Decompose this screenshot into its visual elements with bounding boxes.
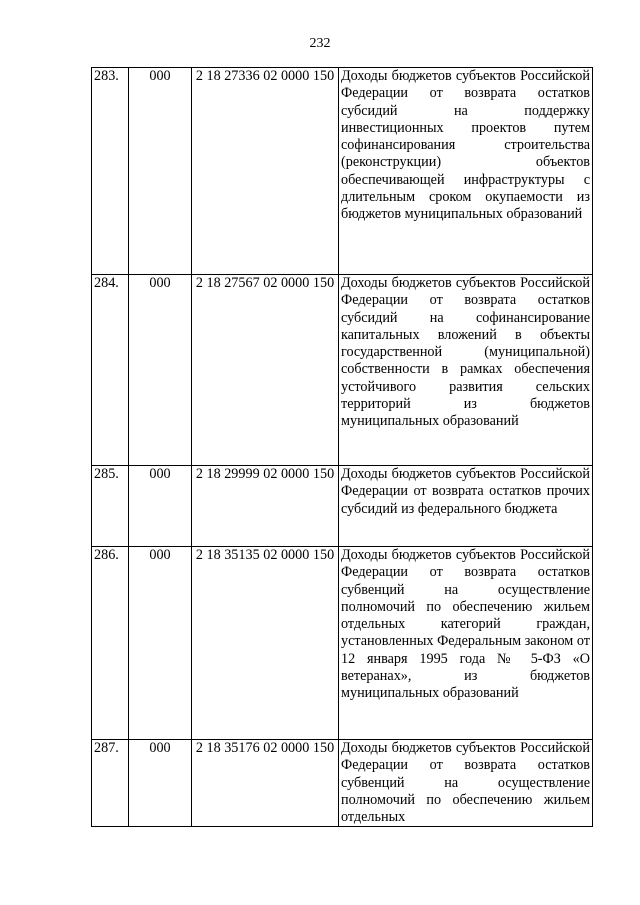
revenue-description: Доходы бюджетов субъектов Российской Федерации от возврата остатков субсидий на софинансирование капитальных вложений в объекты государственной (муниципальной) собственности в рамках обеспечения устойчивого развития сельских территорий из бюджетов муниципальных образований — [339, 275, 593, 466]
budget-classification-code: 2 18 29999 02 0000 150 — [192, 466, 339, 547]
table-row — [92, 740, 593, 827]
budget-classification-code: 2 18 27336 02 0000 150 — [192, 68, 339, 275]
admin-code: 000 — [129, 547, 192, 740]
budget-classification-code: 2 18 35135 02 0000 150 — [192, 547, 339, 740]
row-number: 286. — [92, 547, 129, 740]
row-number: 283. — [92, 68, 129, 275]
row-number: 285. — [92, 466, 129, 547]
revenue-description: Доходы бюджетов субъектов Российской Федерации от возврата остатков прочих субсидий из федерального бюджета — [339, 466, 593, 547]
revenue-description: Доходы бюджетов субъектов Российской Федерации от возврата остатков субвенций на осуществление полномочий по обеспечению жильем отдельных категорий граждан, установленных Федеральным законом от 12 января 1995 года № 5-ФЗ «О ветеранах», из бюджетов муниципальных образований — [339, 547, 593, 740]
admin-code: 000 — [129, 275, 192, 466]
admin-code: 000 — [129, 68, 192, 275]
budget-revenue-table — [91, 67, 593, 827]
admin-code: 000 — [129, 466, 192, 547]
page-number: 232 — [309, 36, 331, 51]
admin-code: 000 — [129, 740, 192, 827]
budget-classification-code: 2 18 27567 02 0000 150 — [192, 275, 339, 466]
row-number: 287. — [92, 740, 129, 827]
revenue-description: Доходы бюджетов субъектов Российской Федерации от возврата остатков субвенций на осуществление полномочий по обеспечению жильем отдельных — [339, 740, 593, 827]
table-row — [92, 547, 593, 740]
row-number: 284. — [92, 275, 129, 466]
budget-classification-code: 2 18 35176 02 0000 150 — [192, 740, 339, 827]
table-row — [92, 275, 593, 466]
table-row — [92, 466, 593, 547]
table-row — [92, 68, 593, 275]
revenue-description: Доходы бюджетов субъектов Российской Федерации от возврата остатков субсидий на поддержку инвестиционных проектов путем софинансирования строительства (реконструкции) объектов обеспечивающей инфраструктуры с длительным сроком окупаемости из бюджетов муниципальных образований — [339, 68, 593, 275]
